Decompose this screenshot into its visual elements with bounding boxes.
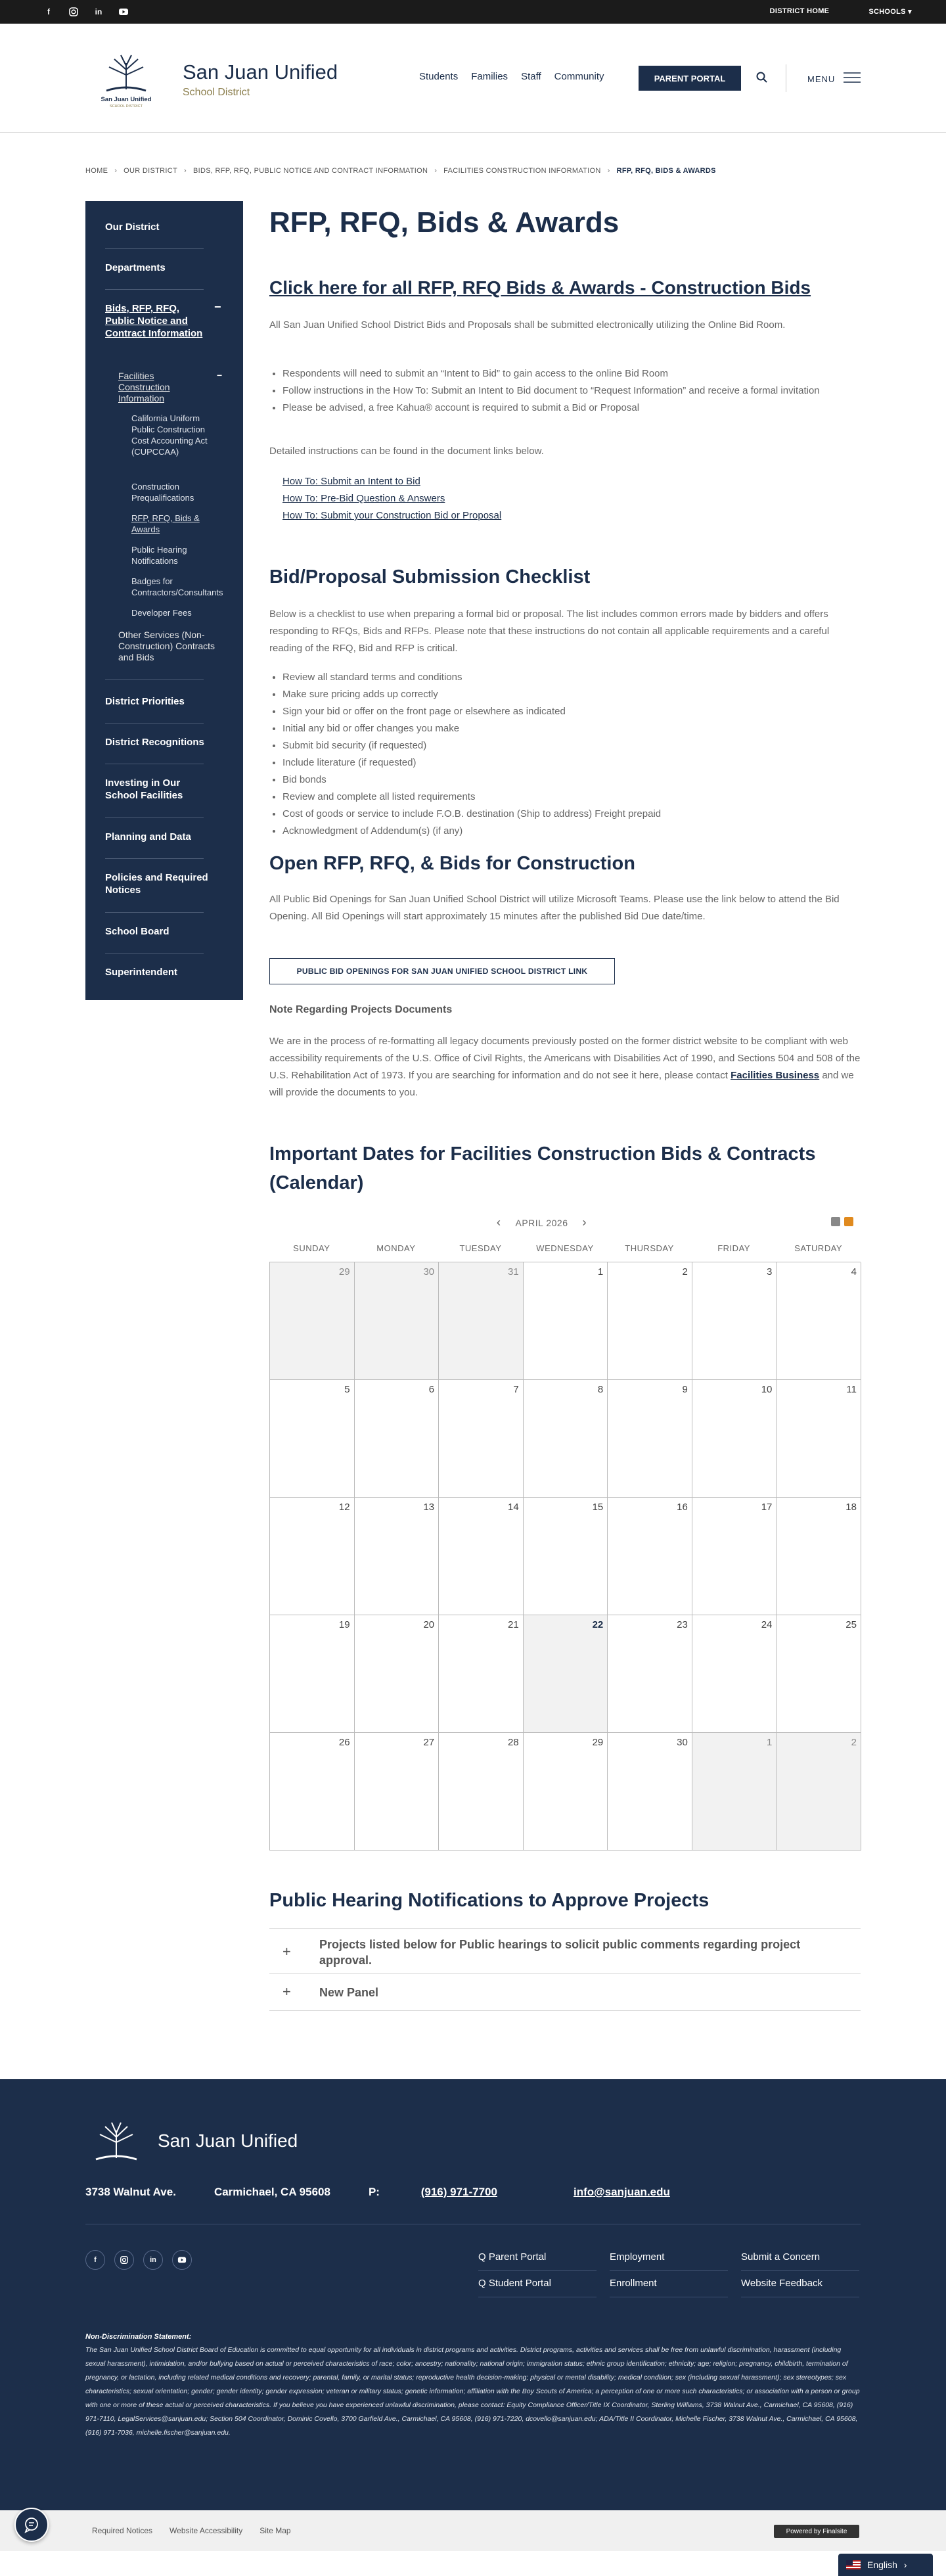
how-to-submit-link[interactable]: How To: Submit your Construction Bid or Proposal	[282, 510, 502, 521]
calendar-day[interactable]: 24	[692, 1615, 777, 1733]
calendar-day[interactable]: 5	[270, 1380, 355, 1498]
site-map-link[interactable]: Site Map	[259, 2526, 291, 2535]
accordion-panel[interactable]	[269, 1974, 861, 2011]
footer-site-name: San Juan Unified	[158, 2130, 298, 2151]
sidebar-item-hearing[interactable]: Public Hearing Notifications	[131, 545, 187, 566]
calendar-day[interactable]: 14	[439, 1498, 524, 1615]
list-item: • Submit bid security (if requested)	[282, 737, 861, 754]
hamburger-icon[interactable]	[844, 72, 861, 83]
rss-icon[interactable]	[831, 1217, 840, 1226]
instagram-icon[interactable]	[67, 6, 80, 18]
site-footer	[0, 2079, 946, 2510]
footer-phone[interactable]: P: (916) 971-7700	[368, 2186, 497, 2198]
calendar-day[interactable]: 18	[777, 1498, 861, 1615]
main-nav	[419, 71, 604, 82]
calendar-day[interactable]: 29	[524, 1733, 608, 1851]
intro-text: All San Juan Unified School District Bids and Proposals shall be submitted electronically utilizing the Online Bid Room.	[269, 319, 786, 331]
svg-text:SCHOOL DISTRICT: SCHOOL DISTRICT	[110, 104, 143, 108]
sidebar-item-dev-fees[interactable]: Developer Fees	[131, 608, 192, 618]
checklist	[269, 669, 861, 840]
sidebar-divider	[105, 953, 204, 954]
bottom-bar	[0, 2510, 946, 2551]
open-bids-text: All Public Bid Openings for San Juan Unified School District will utilize Microsoft Teams. Please use the link below to attend the Bid Opening. All Bid Openings will start approximately 15 minutes after the published Bid Due date/time.	[269, 894, 840, 922]
all-bids-link[interactable]: Click here for all RFP, RFQ Bids & Awards - Construction Bids	[269, 277, 811, 298]
section-sidebar	[85, 201, 243, 1000]
nav-families[interactable]: Families	[471, 71, 508, 82]
bid-openings-button[interactable]: PUBLIC BID OPENINGS FOR SAN JUAN UNIFIED SCHOOL DISTRICT LINK	[269, 958, 615, 984]
footer-link-parent-portal[interactable]: Q Parent Portal	[478, 2245, 597, 2271]
open-bids-heading: Open RFP, RFQ, & Bids for Construction	[269, 853, 635, 874]
calendar-day[interactable]: 6	[355, 1380, 439, 1498]
calendar-day[interactable]: 10	[692, 1380, 777, 1498]
checklist-heading: Bid/Proposal Submission Checklist	[269, 566, 591, 587]
collapse-icon[interactable]: −	[214, 300, 221, 313]
instagram-icon[interactable]	[114, 2250, 134, 2270]
calendar-heading: Important Dates for Facilities Construction Bids & Contracts (Calendar)	[269, 1143, 816, 1193]
sidebar-item-priorities[interactable]: District Priorities	[105, 696, 185, 707]
breadcrumb-facilities[interactable]: FACILITIES CONSTRUCTION INFORMATION	[443, 167, 601, 175]
sidebar-item-policies[interactable]: Policies and Required Notices	[105, 872, 208, 896]
accordion-panel[interactable]	[269, 1928, 861, 1974]
calendar-day[interactable]: 2	[608, 1262, 692, 1380]
calendar-day[interactable]: 23	[608, 1615, 692, 1733]
chevron-right-icon: ›	[184, 167, 187, 175]
calendar-day[interactable]: 22	[524, 1615, 608, 1733]
sidebar-item-bids[interactable]: Bids, RFP, RFQ, Public Notice and Contract Information	[105, 303, 203, 339]
calendar-day[interactable]: 1	[524, 1262, 608, 1380]
breadcrumb	[85, 167, 716, 175]
list-item: • Please be advised, a free Kahua® account is required to submit a Bid or Proposal	[282, 400, 861, 417]
chevron-right-icon[interactable]: ›	[582, 1216, 587, 1229]
parent-portal-button[interactable]: PARENT PORTAL	[639, 66, 741, 91]
accordion-title[interactable]: New Panel	[319, 1986, 379, 1999]
calendar-day[interactable]: 26	[270, 1733, 355, 1851]
calendar	[269, 1241, 861, 1851]
plus-icon[interactable]: +	[282, 1943, 291, 1960]
sidebar-item-other-services[interactable]: Other Services (Non-Construction) Contracts and Bids	[118, 630, 215, 662]
list-item: • Bid bonds	[282, 771, 861, 789]
calendar-day[interactable]: 21	[439, 1615, 524, 1733]
sidebar-divider	[105, 817, 204, 818]
calendar-month: APRIL 2026	[515, 1217, 568, 1228]
footer-link-employment[interactable]: Employment	[610, 2245, 728, 2271]
district-logo[interactable]	[92, 50, 160, 109]
sidebar-item-planning[interactable]: Planning and Data	[105, 831, 191, 842]
list-item: • Review all standard terms and conditions	[282, 669, 861, 686]
sidebar-item-prequal[interactable]: Construction Prequalifications	[131, 482, 194, 503]
list-item: • Review and complete all listed requirements	[282, 789, 861, 806]
nav-students[interactable]: Students	[419, 71, 459, 82]
calendar-day[interactable]: 17	[692, 1498, 777, 1615]
weekday-label: WEDNESDAY	[536, 1243, 594, 1253]
sidebar-item-board[interactable]: School Board	[105, 926, 169, 937]
youtube-icon[interactable]	[172, 2250, 192, 2270]
weekday-label: THURSDAY	[625, 1243, 674, 1253]
calendar-navigation	[497, 1216, 587, 1230]
calendar-day[interactable]: 11	[777, 1380, 861, 1498]
calendar-day[interactable]: 13	[355, 1498, 439, 1615]
calendar-day[interactable]: 3	[692, 1262, 777, 1380]
social-links	[42, 6, 130, 18]
language-selector[interactable]	[838, 2554, 933, 2576]
calendar-day[interactable]: 25	[777, 1615, 861, 1733]
chevron-left-icon[interactable]: ‹	[497, 1216, 501, 1229]
calendar-day[interactable]: 28	[439, 1733, 524, 1851]
collapse-icon[interactable]: −	[217, 370, 223, 380]
sidebar-item-rfp-awards[interactable]: RFP, RFQ, Bids & Awards	[131, 513, 200, 534]
calendar-weekdays	[269, 1241, 861, 1262]
sidebar-item-cupccaa[interactable]: California Uniform Public Construction Cost Accounting Act (CUPCCAA)	[131, 413, 208, 457]
footer-city: Carmichael, CA 95608	[214, 2186, 330, 2198]
facilities-business-link[interactable]: Facilities Business	[731, 1070, 820, 1081]
bottom-links	[92, 2526, 291, 2535]
search-icon[interactable]	[755, 71, 769, 84]
detailed-instructions: Detailed instructions can be found in the document links below.	[269, 446, 544, 457]
menu-label[interactable]: MENU	[807, 74, 836, 84]
linkedin-icon[interactable]: in	[143, 2250, 163, 2270]
site-subtitle: School District	[183, 87, 250, 98]
schools-dropdown[interactable]: SCHOOLS ▾	[868, 8, 912, 16]
footer-address: 3738 Walnut Ave.	[85, 2186, 176, 2198]
list-item: • Follow instructions in the How To: Submit an Intent to Bid document to “Request Information” and receive a formal invitation	[282, 382, 861, 400]
facebook-icon[interactable]: f	[47, 7, 50, 16]
weekday-label: FRIDAY	[717, 1243, 750, 1253]
how-to-intent-link[interactable]: How To: Submit an Intent to Bid	[282, 476, 420, 487]
list-item: • Respondents will need to submit an “Intent to Bid” to gain access to the online Bid Room	[282, 365, 861, 382]
sidebar-divider	[105, 723, 204, 724]
page-title: RFP, RFQ, Bids & Awards	[269, 206, 619, 239]
footer-link-student-portal[interactable]: Q Student Portal	[478, 2271, 597, 2297]
breadcrumb-bids[interactable]: BIDS, RFP, RFQ, PUBLIC NOTICE AND CONTRACT INFORMATION	[192, 167, 428, 175]
sidebar-item-badges[interactable]: Badges for Contractors/Consultants	[131, 576, 223, 597]
breadcrumb-our-district[interactable]: OUR DISTRICT	[124, 167, 177, 175]
chevron-right-icon: ›	[607, 167, 610, 175]
sidebar-item-superintendent[interactable]: Superintendent	[105, 967, 178, 978]
note-text: We are in the process of re-formatting all legacy documents previously posted on the former district website to be compliant with web accessibility requirements of the U.S. Office of Civil Rights, the Americans with Disabilities Act of 1990, and Sections 504 and 508 of the U.S. Rehabilitation Act of 1973. If you are searching for information and do not see it here, please contact Facilities Business and we will provide the documents to you.	[269, 1036, 861, 1098]
calendar-day[interactable]: 19	[270, 1615, 355, 1733]
calendar-day[interactable]: 1	[692, 1733, 777, 1851]
footer-link-feedback[interactable]: Website Feedback	[741, 2271, 859, 2297]
calendar-day[interactable]: 15	[524, 1498, 608, 1615]
sidebar-divider	[105, 858, 204, 859]
list-item: • Initial any bid or offer changes you make	[282, 720, 861, 737]
powered-by-badge[interactable]: Powered by Finalsite	[774, 2525, 859, 2538]
sidebar-item-recognitions[interactable]: District Recognitions	[105, 737, 204, 748]
footer-email[interactable]: info@sanjuan.edu	[573, 2186, 670, 2198]
svg-text:San Juan Unified: San Juan Unified	[101, 96, 152, 103]
weekday-label: SATURDAY	[794, 1243, 843, 1253]
sidebar-item-departments[interactable]: Departments	[105, 262, 166, 273]
nondiscrimination-title: Non-Discrimination Statement:	[85, 2333, 192, 2341]
hearings-heading: Public Hearing Notifications to Approve Projects	[269, 1890, 710, 1911]
calendar-day[interactable]: 2	[777, 1733, 861, 1851]
sidebar-divider	[105, 289, 204, 290]
breadcrumb-home[interactable]: HOME	[85, 167, 108, 175]
nav-staff[interactable]: Staff	[521, 71, 541, 82]
ical-icon[interactable]	[844, 1217, 853, 1226]
sidebar-divider	[105, 248, 204, 249]
footer-link-concern[interactable]: Submit a Concern	[741, 2245, 859, 2271]
facebook-icon[interactable]: f	[85, 2250, 105, 2270]
calendar-day[interactable]: 8	[524, 1380, 608, 1498]
bid-room-bullets	[269, 365, 861, 417]
checklist-intro: Below is a checklist to use when preparing a formal bid or proposal. The list includes common errors made by bidders and offers responding to RFQs, Bids and RFPs. Please note that these instructions do not contain all applicable requirements and a careful reading of the RFQ, Bid and RFP is critical.	[269, 609, 830, 654]
weekday-label: SUNDAY	[293, 1243, 330, 1253]
sidebar-item-investing[interactable]: Investing in Our School Facilities	[105, 777, 183, 801]
sidebar-item-our-district[interactable]: Our District	[105, 221, 160, 233]
calendar-day[interactable]: 31	[439, 1262, 524, 1380]
nav-community[interactable]: Community	[554, 71, 604, 82]
utility-bar	[0, 0, 946, 24]
calendar-grid	[269, 1262, 861, 1851]
calendar-day[interactable]: 20	[355, 1615, 439, 1733]
youtube-icon[interactable]	[117, 6, 130, 18]
accessibility-link[interactable]: Website Accessibility	[169, 2526, 243, 2535]
footer-contacts	[85, 2186, 708, 2199]
list-item: • Acknowledgment of Addendum(s) (if any)	[282, 823, 861, 840]
calendar-day[interactable]: 27	[355, 1733, 439, 1851]
district-home-link[interactable]: DISTRICT HOME	[769, 7, 830, 15]
calendar-day[interactable]: 29	[270, 1262, 355, 1380]
note-heading: Note Regarding Projects Documents	[269, 1004, 453, 1015]
footer-social	[85, 2250, 192, 2270]
plus-icon[interactable]: +	[282, 1983, 291, 2000]
chat-button[interactable]	[14, 2508, 49, 2542]
site-name[interactable]: San Juan Unified	[183, 60, 338, 83]
sidebar-divider	[105, 679, 204, 680]
how-to-qa-link[interactable]: How To: Pre-Bid Question & Answers	[282, 493, 445, 504]
chevron-right-icon: ›	[903, 2560, 907, 2570]
calendar-day[interactable]: 7	[439, 1380, 524, 1498]
calendar-day[interactable]: 30	[355, 1262, 439, 1380]
footer-links	[478, 2245, 872, 2297]
sidebar-divider	[105, 912, 204, 913]
linkedin-icon[interactable]: in	[95, 7, 102, 16]
breadcrumb-current: RFP, RFQ, BIDS & AWARDS	[616, 167, 716, 175]
weekday-label: TUESDAY	[459, 1243, 502, 1253]
how-to-links	[282, 473, 501, 524]
calendar-day[interactable]: 12	[270, 1498, 355, 1615]
chat-icon	[23, 2516, 40, 2533]
language-label: English	[867, 2560, 897, 2570]
calendar-day[interactable]: 16	[608, 1498, 692, 1615]
calendar-day[interactable]: 4	[777, 1262, 861, 1380]
calendar-day[interactable]: 9	[608, 1380, 692, 1498]
list-item: • Cost of goods or service to include F.O.B. destination (Ship to address) Freight prepaid	[282, 806, 861, 823]
list-item: • Include literature (if requested)	[282, 754, 861, 771]
chevron-right-icon: ›	[114, 167, 118, 175]
footer-logo[interactable]	[87, 2117, 146, 2167]
list-item: • Sign your bid or offer on the front page or elsewhere as indicated	[282, 703, 861, 720]
accordion-title[interactable]: Projects listed below for Public hearings to solicit public comments regarding project approval.	[319, 1938, 801, 1967]
site-header	[0, 24, 946, 133]
nondiscrimination-text: The San Juan Unified School District Board of Education is committed to equal opportunity for all individuals in district programs and activities. District programs, activities and services shall be free from unlawful discrimination, harassment (including sexual harassment), intimidation, and/or bullying based on actual or perceived characteristics of race; color; ancestry; nationality; national origin; immigration status; ethnic group identification; ethnicity; age; religion; pregnancy, childbirth, termination of pregnancy, or lactation, including related medical conditions and recovery; parental, family, or marital status; reproductive health decision-making; physical or mental disability; medical condition; sex (including sexual harassment); sex stereotypes; sex characteristics; sexual orientation; gender; gender identity; gender expression; veteran or military status; genetic information; affiliation with the Boy Scouts of America; a perception of one or more such characteristics; or association with a person or group with one or more of these actual or perceived characteristics. If you believe you have experienced unlawful discrimination, please contact: Equity Compliance Officer/Title IX Coordinator, Sterling Williams, 3738 Walnut Ave., Carmichael, CA 95608, (916) 971-7110, LegalServices@sanjuan.edu; Section 504 Coordinator, Dominic Covello, 3700 Garfield Ave., Carmichael, CA 95608, (916) 971-7220, dcovello@sanjuan.edu; ADA/Title II Coordinator, Michelle Fischer, 3738 Walnut Ave., Carmichael, CA 95608, (916) 971-7036, michelle.fischer@sanjuan.edu.	[85, 2346, 860, 2437]
footer-link-enrollment[interactable]: Enrollment	[610, 2271, 728, 2297]
list-item: • Make sure pricing adds up correctly	[282, 686, 861, 703]
weekday-label: MONDAY	[376, 1243, 416, 1253]
us-flag-icon	[846, 2560, 861, 2569]
chevron-right-icon: ›	[434, 167, 438, 175]
required-notices-link[interactable]: Required Notices	[92, 2526, 153, 2535]
calendar-day[interactable]: 30	[608, 1733, 692, 1851]
sidebar-item-facilities[interactable]: Facilities Construction Information	[118, 371, 170, 403]
